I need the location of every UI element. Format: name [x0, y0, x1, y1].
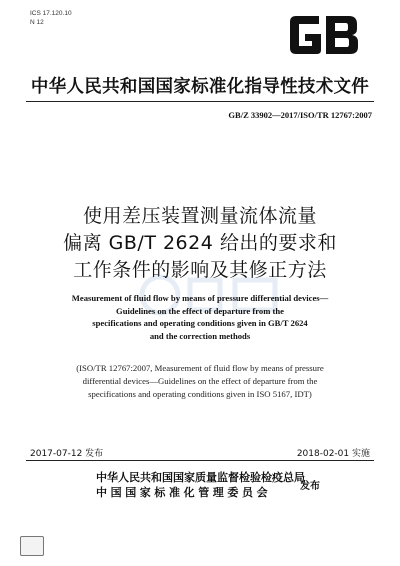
title-en-line: and the correction methods: [149, 330, 251, 341]
ics-code: ICS 17.120.10: [30, 10, 72, 17]
equivalence-line: specifications and operating conditions given in ISO 5167, IDT): [88, 389, 312, 399]
standard-number: GB/Z 33902—2017/ISO/TR 12767:2007: [228, 110, 372, 120]
implementation-date: 2018-02-01 实施: [296, 449, 370, 459]
equivalence-note: [0, 362, 400, 401]
document-type: 中华人民共和国国家标准化指导性技术文件: [30, 77, 370, 97]
ccs-code: N 12: [30, 19, 44, 26]
footer-divider: [26, 460, 374, 461]
title-en-line: specifications and operating conditions given in GB/T 2624: [92, 318, 308, 329]
header-divider: [26, 101, 374, 102]
title-cn-line: 使用差压装置测量流体流量: [82, 205, 317, 227]
ics-code-block: [30, 9, 72, 27]
issuer: 中华人民共和国国家质量监督检验检疫总局: [96, 471, 305, 484]
title-en-line: Guidelines on the effect of departure from the: [116, 305, 284, 316]
issuing-authorities: [96, 470, 305, 500]
title-chinese: [0, 203, 400, 284]
title-english: [0, 292, 400, 342]
title-cn-line: 工作条件的影响及其修正方法: [73, 259, 327, 281]
issuer: 中国国家标准化管理委员会: [96, 486, 272, 499]
title-en-line: Measurement of fluid flow by means of pressure differential devices—: [71, 293, 329, 303]
equivalence-line: differential devices—Guidelines on the effect of departure from the: [82, 376, 318, 386]
publish-label: 发布: [300, 481, 320, 492]
issue-date: 2017-07-12 发布: [30, 449, 104, 459]
title-cn-line: 偏离 GB/T 2624 给出的要求和: [63, 232, 337, 254]
stamp-icon: [20, 536, 44, 556]
gb-logo-icon: [286, 10, 362, 60]
equivalence-line: (ISO/TR 12767:2007, Measurement of fluid flow by means of pressure: [76, 363, 324, 373]
